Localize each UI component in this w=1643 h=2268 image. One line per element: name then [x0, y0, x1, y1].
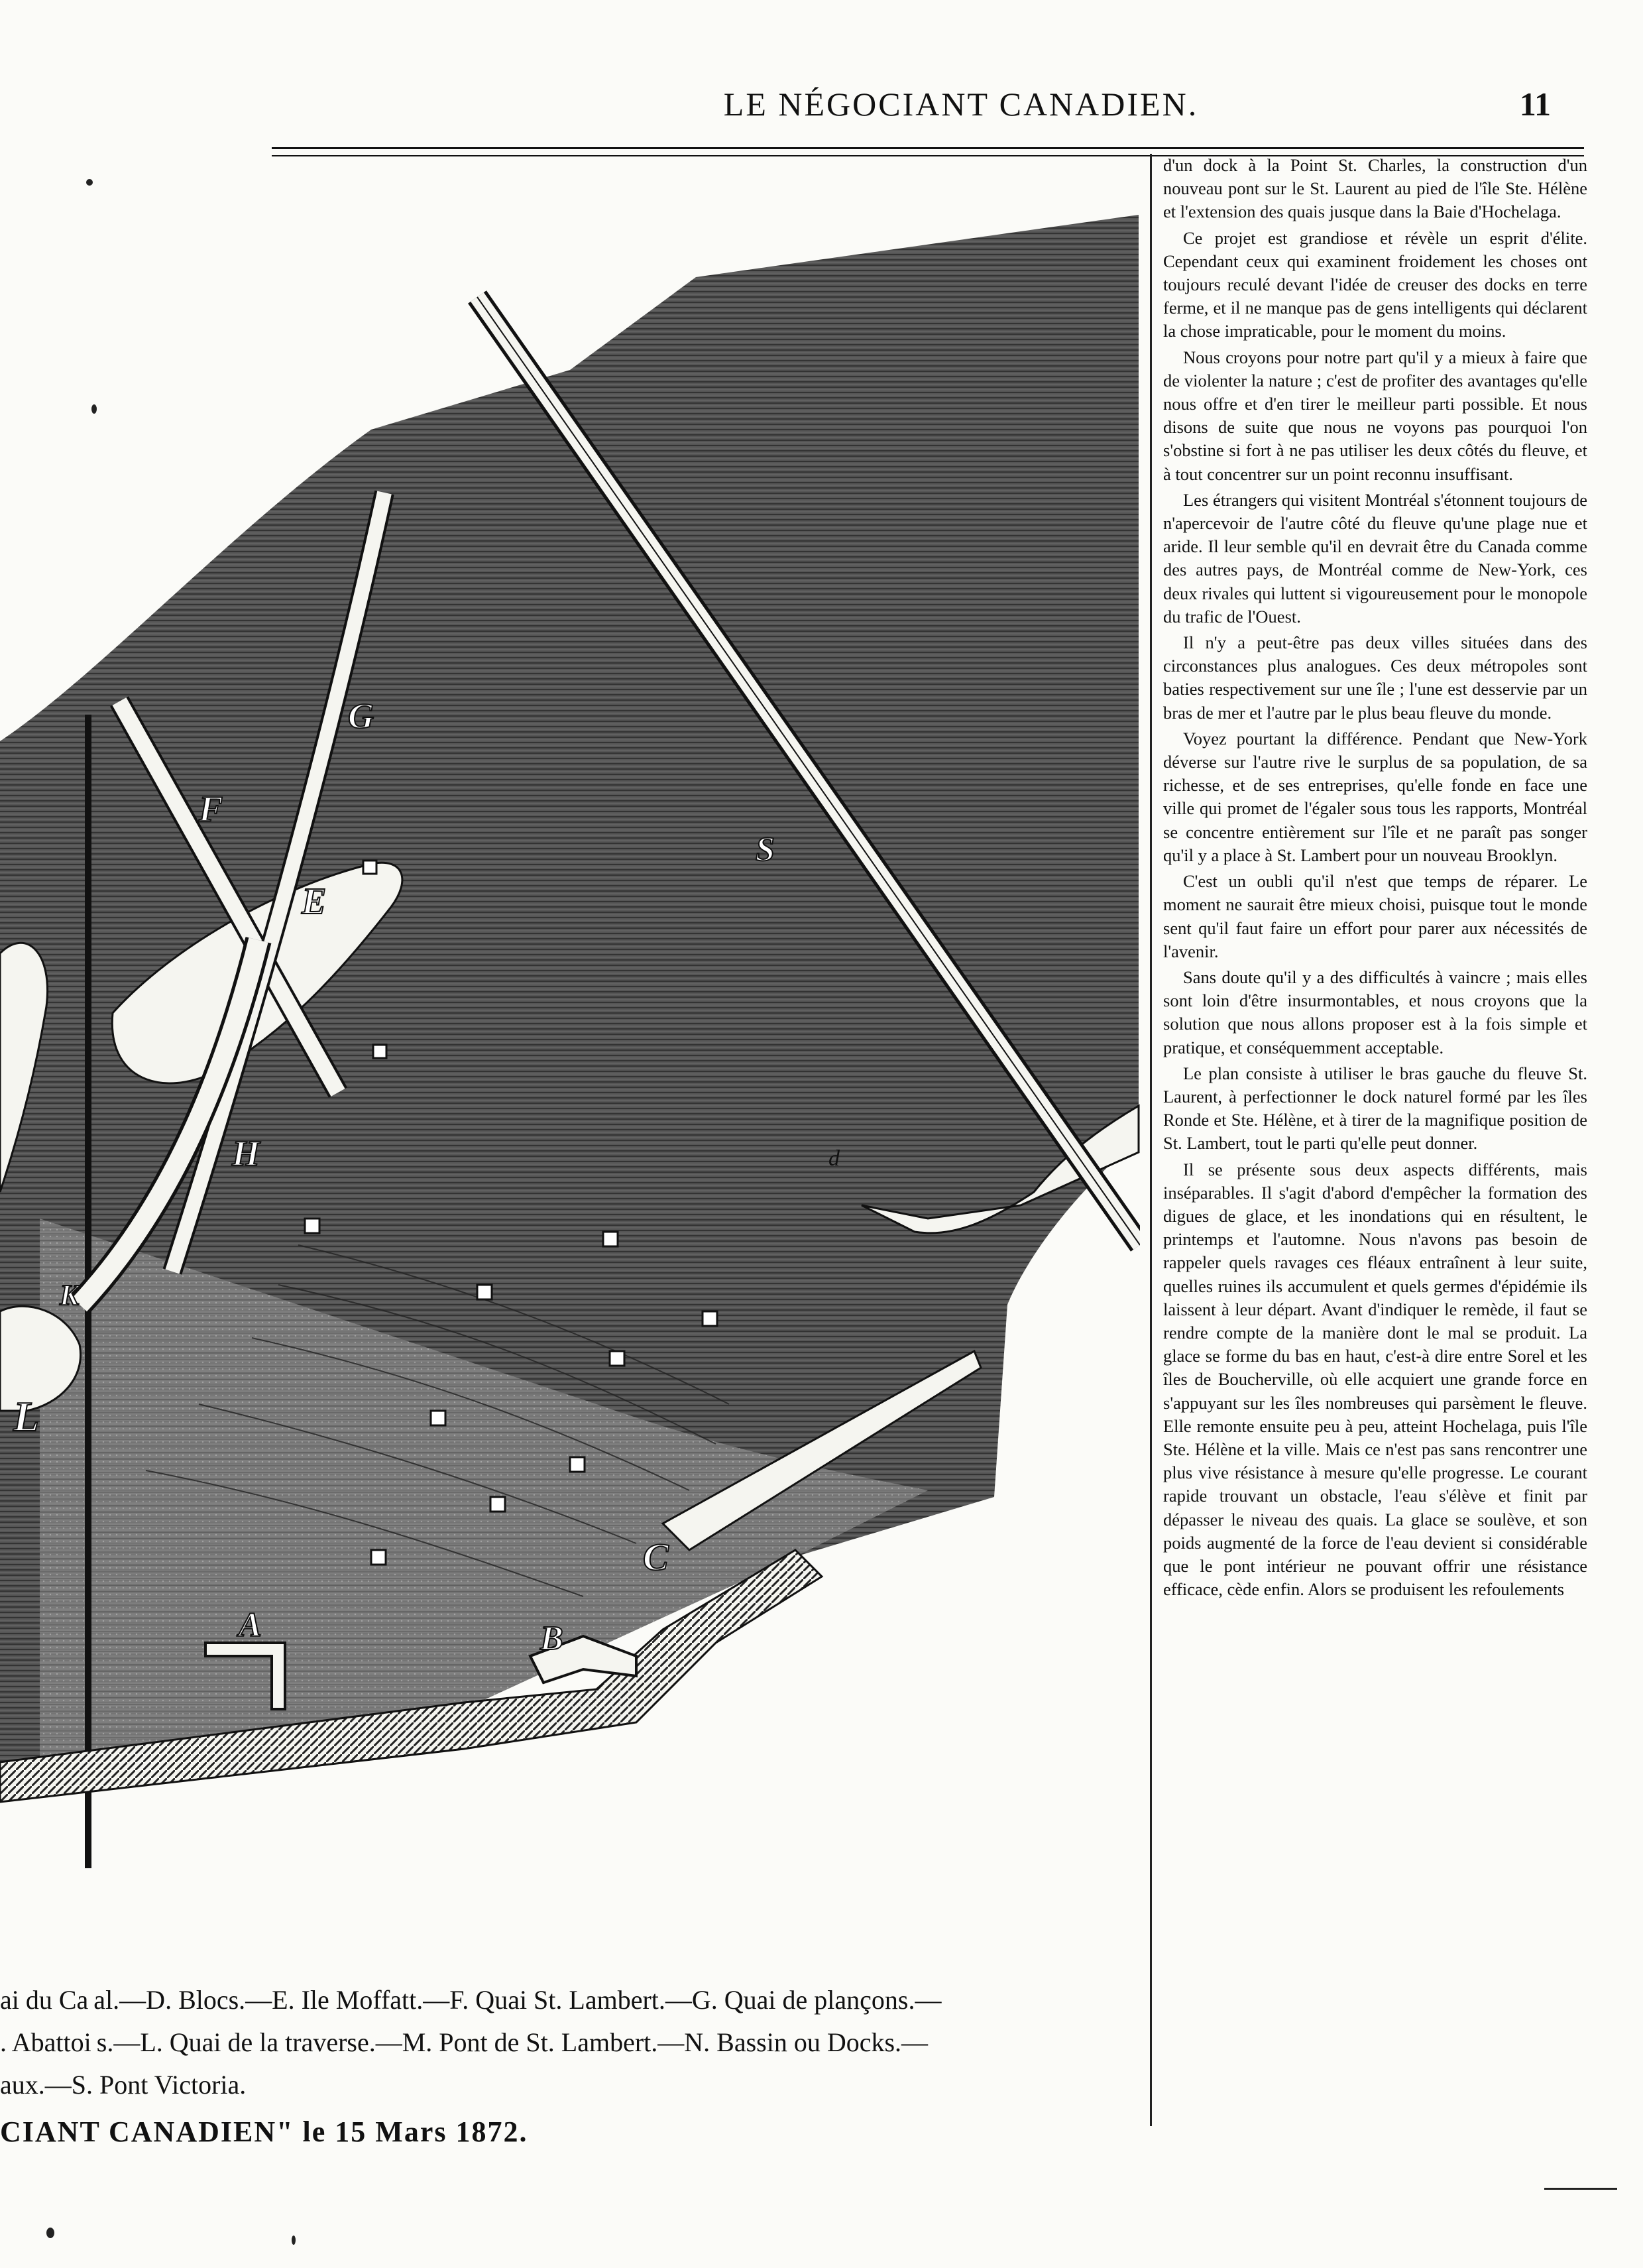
- map-label-c: C: [643, 1535, 669, 1579]
- article-paragraph: Les étrangers qui visitent Montréal s'étonnent toujours de n'apercevoir de l'autre côté du fleuve qu'une plage nue et aride. Il leur semble qu'il en devrait être du Canada comme des autres pays, de Montréal comme de New-York, ces deux rivales qui luttent si vigoureusement pour le monopole du trafic de l'Ouest.: [1163, 489, 1587, 627]
- scan-speck: [86, 179, 93, 186]
- bottom-rule-mark: [1544, 2188, 1617, 2190]
- scan-speck: [91, 404, 97, 414]
- legend-line-2: . Abattoi s.—L. Quai de la traverse.—M. Pont de St. Lambert.—N. Bassin ou Docks.—: [0, 2027, 929, 2057]
- article-paragraph: Voyez pourtant la différence. Pendant que New-York déverse sur l'autre rive le surplus de sa population, de sa richesse, et de ses entreprises, qu'elle fonde en face une ville qui promet de l'égaler sous tous les rapports, Montréal se concentre entièrement sur l'île et ne paraît pas songer qu'il y a place à St. Lambert pour un nouveau Brooklyn.: [1163, 728, 1587, 865]
- legend-line-3: aux.—S. Pont Victoria.: [0, 2070, 247, 2100]
- harbour-map: [0, 211, 1140, 1868]
- map-label-l: L: [13, 1393, 40, 1440]
- map-label-h: H: [232, 1134, 260, 1173]
- page-number: 11: [1519, 86, 1551, 123]
- scan-speck: [46, 2228, 54, 2238]
- article-paragraph: Il se présente sous deux aspects différents, mais inséparables. Il s'agit d'abord d'empêcher la formation des digues de glace, et les inondations qui en résultent, le printemps et l'automne. Nous n'avons pas besoin de rappeler quels ravages ces fléaux entraînent à leur suite, quelles ruines ils accumulent et quels germes d'épidémie ils laissent à leur départ. Avant d'indiquer le remède, il faut se rendre compte de la manière dont le mal se produit. La glace se forme du bas en haut, c'est-à dire entre Sorel et les îles de Boucherville, où elle acquiert une grande force en s'appuyant sur les îles nombreuses qui parsèment le fleuve. Elle remonte ensuite peu à peu, atteint Hochelaga, puis l'île Ste. Hélène et la ville. Mais ce n'est pas sans rencontrer une plus vive résistance à mesure qu'elle progresse. Le courant rapide trouvant un obstacle, l'eau s'élève et finit par dépasser le niveau des quais. La glace se soulève, et son poids augmenté de la force de l'eau devient si considérable que le pont intérieur ne pouvant offrir une résistance efficace, cède enfin. Alors se produisent les refoulements: [1163, 1159, 1587, 1600]
- map-label-f: F: [199, 789, 223, 829]
- article-paragraph: d'un dock à la Point St. Charles, la construction d'un nouveau pont sur le St. Laurent au pied de l'île Ste. Hélène et l'extension des quais jusque dans la Baie d'Hochelaga.: [1163, 155, 1587, 222]
- map-label-a: A: [239, 1606, 262, 1644]
- article-column: [1163, 154, 1587, 2116]
- scan-speck: [292, 2236, 296, 2245]
- article-paragraph: Le plan consiste à utiliser le bras gauche du fleuve St. Laurent, à perfectionner le dock naturel formé par les îles Ronde et Ste. Hélène, et à tirer de la magnifique position de St. Lambert, tout le parti qu'elle peut donner.: [1163, 1063, 1587, 1154]
- map-label-s: S: [756, 831, 775, 868]
- page-header-title: LE NÉGOCIANT CANADIEN.: [723, 86, 1199, 123]
- legend-line-1: ai du Ca al.—D. Blocs.—E. Ile Moffatt.—F. Quai St. Lambert.—G. Quai de plançons.—: [0, 1985, 942, 2015]
- map-label-k: K: [60, 1279, 80, 1311]
- article-paragraph: Il n'y a peut-être pas deux villes situées dans des circonstances plus analogues. Ces deux métropoles sont baties respectivement sur une île ; l'une est desservie par un bras de mer et l'autre par le plus beau fleuve du monde.: [1163, 632, 1587, 723]
- article-paragraph: Sans doute qu'il y a des difficultés à vaincre ; mais elles sont loin d'être insurmontables, et nous croyons que la solution que nous allons proposer est à la fois simple et pratique, et conséquemment acceptable.: [1163, 967, 1587, 1057]
- map-label-d: d: [828, 1146, 840, 1171]
- map-legend: [0, 1979, 1100, 2106]
- map-caption: CIANT CANADIEN" le 15 Mars 1872.: [0, 2116, 528, 2148]
- article-paragraph: Ce projet est grandiose et révèle un esprit d'élite. Cependant ceux qui examinent froidement les choses ont toujours reculé devant l'idée de creuser des docks en terre ferme, et il ne manque pas de gens intelligents qui déclarent la chose impraticable, pour le moment du moins.: [1163, 227, 1587, 341]
- map-label-e: E: [302, 881, 327, 922]
- article-paragraph: Nous croyons pour notre part qu'il y a mieux à faire que de violenter la nature ; c'est de profiter des avantages qu'elle nous offre et d'en tirer le meilleur parti possible. Et nous disons de suite que nous ne voyons pas pourquoi l'on s'obstine si fort à ne pas utiliser les deux côtés du fleuve, et à tout concentrer sur un point reconnu insuffisant.: [1163, 347, 1587, 484]
- column-rule: [1150, 154, 1152, 2126]
- map-label-b: B: [540, 1620, 563, 1657]
- harbour-map-drawing: [0, 211, 1140, 1868]
- map-label-g: G: [348, 696, 374, 736]
- article-paragraph: C'est un oubli qu'il n'est que temps de réparer. Le moment ne saurait être mieux choisi, puisque tout le monde sent qu'il faut faire un effort pour parer aux nécessités de l'avenir.: [1163, 871, 1587, 961]
